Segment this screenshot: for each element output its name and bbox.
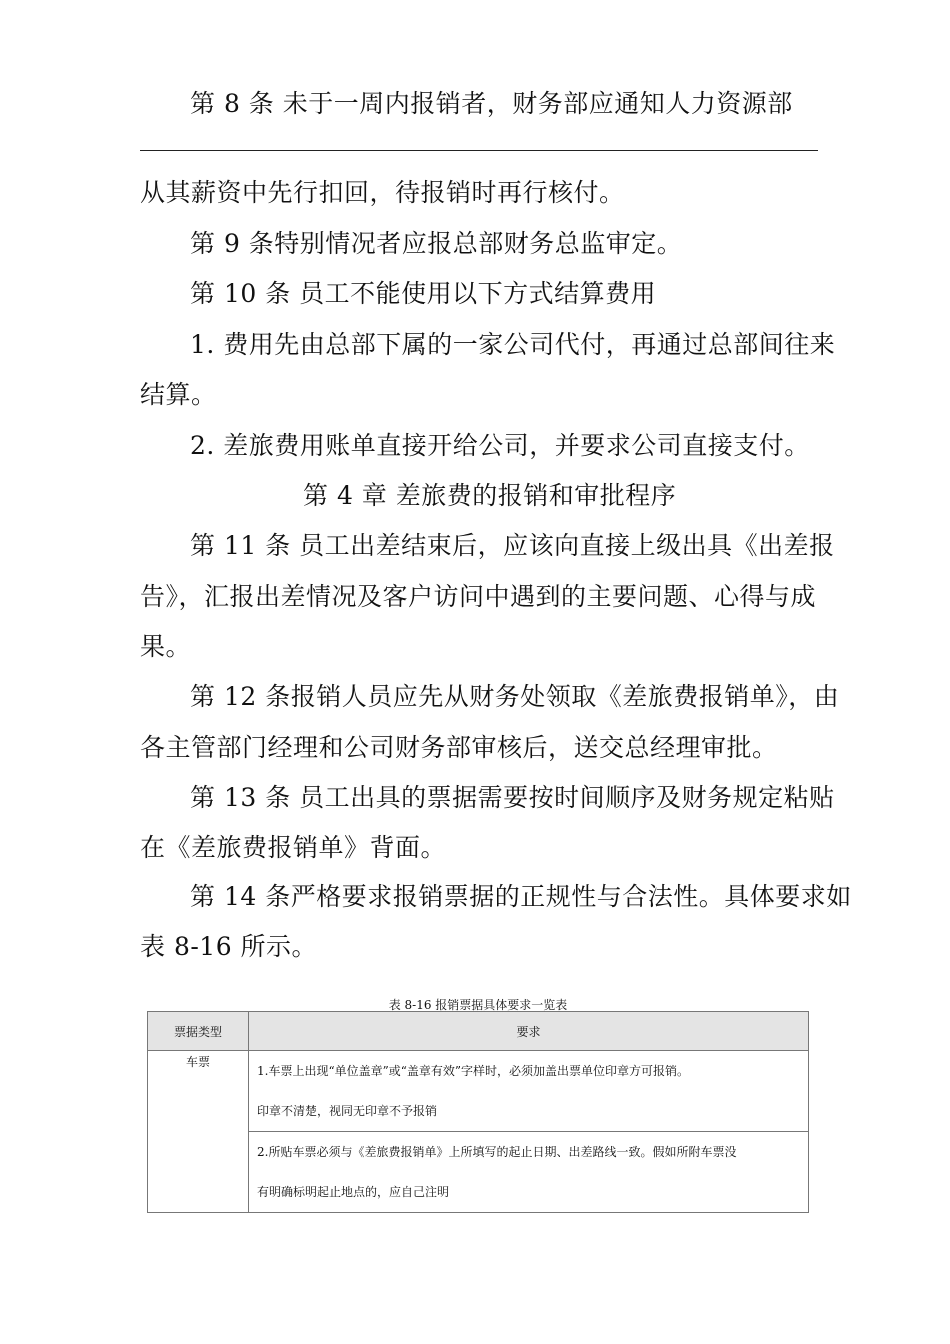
article-12-line-2: 各主管部门经理和公司财务部审核后，送交总经理审批。	[140, 733, 778, 762]
article-10-item-2: 2. 差旅费用账单直接开给公司，并要求公司直接支付。	[190, 431, 810, 460]
article-14-line-2: 表 8-16 所示。	[140, 932, 318, 961]
requirements-table	[147, 1011, 809, 1213]
article-8-line-1: 第 8 条 未于一周内报销者，财务部应通知人力资源部	[190, 89, 793, 118]
article-14-line-1: 第 14 条严格要求报销票据的正规性与合法性。具体要求如	[190, 882, 852, 911]
article-11-line-1: 第 11 条 员工出差结束后，应该向直接上级出具《出差报	[190, 531, 835, 560]
requirement-1-line-2: 印章不清楚，视同无印章不予报销	[257, 1104, 438, 1118]
requirement-2-line-1: 2.所贴车票必须与《差旅费报销单》上所填写的起止日期、出差路线一致。假如所附车票没	[257, 1145, 737, 1159]
article-13-line-1: 第 13 条 员工出具的票据需要按时间顺序及财务规定粘贴	[190, 783, 835, 812]
requirement-2-line-2: 有明确标明起止地点的，应自己注明	[257, 1185, 450, 1199]
requirement-1-line-1: 1.车票上出现“单位盖章”或“盖章有效”字样时，必须加盖出票单位印章方可报销。	[257, 1064, 689, 1078]
article-11-line-3: 果。	[140, 632, 192, 661]
article-8-line-2: 从其薪资中先行扣回，待报销时再行核付。	[140, 178, 625, 207]
requirement-cell-1	[249, 1051, 809, 1132]
header-requirements: 要求	[249, 1012, 809, 1051]
header-ticket-type: 票据类型	[148, 1012, 249, 1051]
ticket-type-cell: 车票	[148, 1051, 249, 1213]
table-header-row	[148, 1012, 809, 1051]
table-caption: 表 8-16 报销票据具体要求一览表	[388, 998, 568, 1012]
article-10: 第 10 条 员工不能使用以下方式结算费用	[190, 279, 657, 308]
article-13-line-2: 在《差旅费报销单》背面。	[140, 833, 447, 862]
chapter-4-heading: 第 4 章 差旅费的报销和审批程序	[303, 481, 677, 510]
article-12-line-1: 第 12 条报销人员应先从财务处领取《差旅费报销单》，由	[190, 682, 840, 711]
table-row	[148, 1051, 809, 1132]
article-9: 第 9 条特别情况者应报总部财务总监审定。	[190, 229, 683, 258]
article-10-item-1-line-2: 结算。	[140, 380, 217, 409]
article-11-line-2: 告》，汇报出差情况及客户访问中遇到的主要问题、心得与成	[140, 582, 817, 611]
requirement-cell-2	[249, 1132, 809, 1213]
header-rule	[140, 150, 818, 151]
article-10-item-1-line-1: 1. 费用先由总部下属的一家公司代付，再通过总部间往来	[190, 330, 836, 359]
